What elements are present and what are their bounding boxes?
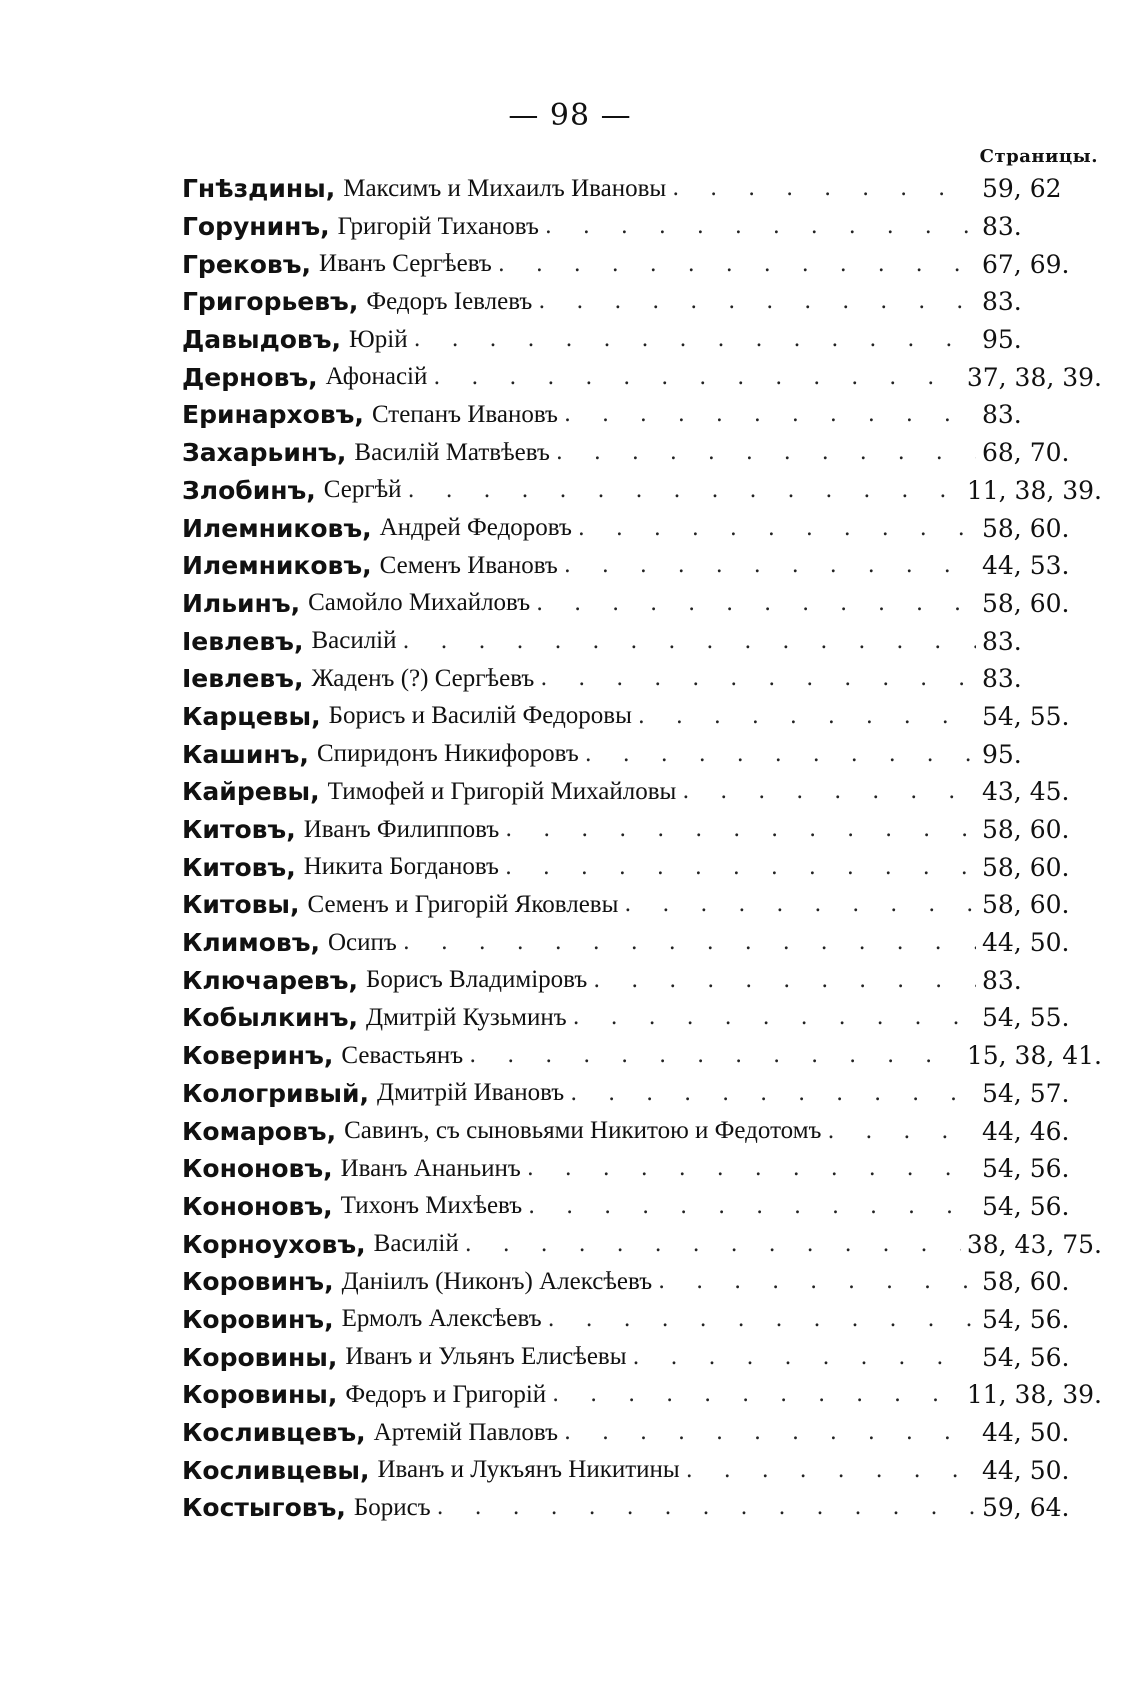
entry-pages: 43, 45. [982,777,1070,807]
entry-surname: Коровины, [182,1380,338,1410]
index-entry [182,1338,1102,1376]
dot-leader [528,1194,976,1219]
index-entry [182,509,1102,547]
entry-given-names: Борисъ Владиміровъ [366,966,588,994]
entry-surname: Китовъ, [182,852,296,882]
entry-given-names: Тимофей и Григорій Михайловы [327,777,677,805]
entry-surname: Ильинъ, [182,588,301,618]
entry-pages: 54, 56. [982,1342,1070,1372]
entry-pages: 37, 38, 39. [966,362,1102,392]
entry-given-names: Борисъ [353,1493,431,1521]
entry-given-names: Жаденъ (?) Сергѣевъ [311,664,535,692]
dot-leader [536,591,976,616]
entry-surname: Кайревы, [182,777,320,807]
dot-leader [498,252,976,277]
entry-pages: 44, 50. [982,1418,1070,1448]
index-entry [182,1489,1102,1527]
entry-given-names: Иванъ и Лукъянъ Никитины [377,1456,680,1484]
entry-pages: 83. [982,212,1022,242]
dot-leader [658,1269,976,1294]
entry-given-names: Дмитрій Кузьминъ [366,1003,567,1031]
index-entry [182,1451,1102,1489]
entry-pages: 83. [982,400,1022,430]
entry-surname: Косливцевы, [182,1455,370,1485]
index-entry [182,585,1102,623]
entry-given-names: Даніилъ (Никонъ) Алексѣевъ [341,1267,653,1295]
entry-surname: Карцевы, [182,701,321,731]
entry-surname: Комаровъ, [182,1116,337,1146]
dot-leader [465,1232,961,1257]
index-entry [182,1075,1102,1113]
dot-leader [564,553,976,578]
entry-surname: Дерновъ, [182,362,318,392]
entry-given-names: Сергѣй [323,476,402,504]
entry-surname: Илемниковъ, [182,513,372,543]
entry-given-names: Иванъ и Ульянъ Елисѣевы [345,1343,627,1371]
index-entry [182,1037,1102,1075]
dot-leader [552,1382,961,1407]
entry-pages: 54, 55. [982,701,1070,731]
dot-leader [638,704,976,729]
entry-given-names: Осипъ [327,928,397,956]
entry-surname: Климовъ, [182,928,320,958]
dot-leader [564,402,976,427]
entry-pages: 44, 50. [982,1455,1070,1485]
entry-pages: 58, 60. [982,815,1070,845]
index-entry [182,358,1102,396]
entry-surname: Китовъ, [182,815,296,845]
dot-leader [573,1005,976,1030]
entry-given-names: Ермолъ Алексѣевъ [341,1305,542,1333]
entry-given-names: Василій [311,627,397,655]
index-entry [182,208,1102,246]
entry-given-names: Василій [373,1230,459,1258]
entry-pages: 44, 46. [982,1116,1070,1146]
dot-leader [469,1043,961,1068]
dot-leader [827,1119,976,1144]
index-entry [182,999,1102,1037]
dot-leader [505,817,976,842]
entry-surname: Григорьевъ, [182,287,359,317]
index-entry [182,1263,1102,1301]
entry-given-names: Борисъ и Василій Федоровы [328,702,632,730]
entry-given-names: Андрей Федоровъ [379,514,572,542]
entry-surname: Косливцевъ, [182,1418,366,1448]
entry-pages: 59, 64. [982,1493,1070,1523]
entry-pages: 44, 53. [982,551,1070,581]
entry-pages: 58, 60. [982,852,1070,882]
entry-pages: 11, 38, 39. [966,1380,1102,1410]
name-index-list [182,170,1102,1527]
index-entry [182,848,1102,886]
index-entry [182,1112,1102,1150]
entry-surname: Ключаревъ, [182,965,359,995]
dot-leader [672,176,976,201]
entry-given-names: Иванъ Ананьинъ [340,1154,521,1182]
entry-surname: Грековъ, [182,249,312,279]
index-entry [182,547,1102,585]
dot-leader [540,666,976,691]
entry-surname: Давыдовъ, [182,325,342,355]
entry-pages: 58, 60. [982,588,1070,618]
entry-surname: Илемниковъ, [182,551,372,581]
entry-given-names: Максимъ и Михаилъ Ивановы [343,174,667,202]
dot-leader [433,365,960,390]
dot-leader [403,629,977,654]
dot-leader [527,1156,976,1181]
entry-surname: Коверинъ, [182,1041,334,1071]
entry-given-names: Федоръ и Григорій [345,1380,547,1408]
entry-given-names: Дмитрій Ивановъ [377,1079,565,1107]
entry-surname: Кашинъ, [182,739,309,769]
dot-leader [570,1081,976,1106]
index-entry [182,1414,1102,1452]
entry-surname: Китовы, [182,890,300,920]
entry-surname: Коровинъ, [182,1304,334,1334]
entry-pages: 54, 56. [982,1191,1070,1221]
dot-leader [564,1420,976,1445]
index-entry [182,434,1102,472]
entry-surname: Злобинъ, [182,475,316,505]
index-entry [182,622,1102,660]
entry-surname: Корноуховъ, [182,1229,366,1259]
entry-given-names: Спиридонъ Никифоровъ [316,740,579,768]
index-entry [182,735,1102,773]
entry-pages: 54, 56. [982,1304,1070,1334]
entry-surname: Іевлевъ, [182,626,304,656]
index-entry [182,1188,1102,1226]
entry-pages: 83. [982,626,1022,656]
entry-surname: Захарьинъ, [182,438,347,468]
entry-pages: 11, 38, 39. [966,475,1102,505]
entry-pages: 83. [982,287,1022,317]
index-entry [182,1225,1102,1263]
entry-given-names: Артемій Павловъ [373,1418,559,1446]
entry-given-names: Самойло Михайловъ [308,589,531,617]
entry-surname: Костыговъ, [182,1493,346,1523]
entry-pages: 58, 60. [982,890,1070,920]
pages-column-header: Страницы. [979,146,1098,167]
index-entry [182,283,1102,321]
dot-leader [545,214,976,239]
index-entry [182,961,1102,999]
entry-given-names: Семенъ Ивановъ [379,551,558,579]
entry-pages: 54, 55. [982,1003,1070,1033]
index-entry [182,886,1102,924]
entry-pages: 83. [982,664,1022,694]
dot-leader [686,1458,976,1483]
dot-leader [414,327,976,352]
entry-pages: 68, 70. [982,438,1070,468]
dot-leader [624,892,976,917]
entry-given-names: Севастьянъ [341,1041,464,1069]
dot-leader [505,855,976,880]
dot-leader [408,478,961,503]
dot-leader [548,1307,976,1332]
entry-surname: Гнѣздины, [182,174,336,204]
entry-surname: Коровинъ, [182,1267,334,1297]
dot-leader [633,1345,976,1370]
entry-pages: 54, 57. [982,1078,1070,1108]
entry-pages: 54, 56. [982,1154,1070,1184]
index-entry [182,660,1102,698]
dot-leader [538,289,976,314]
entry-pages: 38, 43, 75. [966,1229,1102,1259]
index-entry [182,245,1102,283]
entry-given-names: Семенъ и Григорій Яковлевы [307,890,619,918]
index-entry [182,472,1102,510]
index-entry [182,396,1102,434]
entry-given-names: Федоръ Іевлевъ [366,287,533,315]
entry-pages: 58, 60. [982,513,1070,543]
entry-surname: Кологривый, [182,1078,370,1108]
entry-pages: 67, 69. [982,249,1070,279]
entry-surname: Іевлевъ, [182,664,304,694]
dot-leader [593,968,976,993]
dot-leader [437,1495,976,1520]
entry-pages: 95. [982,739,1022,769]
entry-pages: 95. [982,325,1022,355]
entry-surname: Горунинъ, [182,212,330,242]
index-entry [182,773,1102,811]
dot-leader [556,440,976,465]
index-entry [182,811,1102,849]
entry-surname: Кобылкинъ, [182,1003,359,1033]
entry-given-names: Иванъ Филипповъ [303,815,500,843]
entry-surname: Еринарховъ, [182,400,364,430]
entry-given-names: Иванъ Сергѣевъ [319,250,492,278]
entry-given-names: Степанъ Ивановъ [371,400,558,428]
index-entry [182,170,1102,208]
entry-given-names: Никита Богдановъ [303,853,499,881]
index-entry [182,924,1102,962]
dot-leader [585,742,976,767]
entry-pages: 59, 62 [982,174,1062,204]
index-entry [182,1150,1102,1188]
entry-given-names: Василій Матвѣевъ [354,438,550,466]
dot-leader [403,930,976,955]
index-entry [182,698,1102,736]
index-entry [182,1376,1102,1414]
index-entry [182,321,1102,359]
entry-given-names: Тихонъ Михѣевъ [340,1192,523,1220]
dot-leader [578,516,976,541]
entry-given-names: Савинъ, съ сыновьями Никитою и Федотомъ [344,1117,822,1145]
entry-pages: 44, 50. [982,928,1070,958]
entry-given-names: Афонасій [325,363,428,391]
dot-leader [682,779,976,804]
entry-surname: Кононовъ, [182,1191,333,1221]
entry-given-names: Юрій [349,325,408,353]
index-entry [182,1301,1102,1339]
entry-pages: 83. [982,965,1022,995]
page-number: — 98 — [508,98,632,133]
entry-given-names: Григорій Тихановъ [337,212,539,240]
entry-pages: 15, 38, 41. [966,1041,1102,1071]
entry-surname: Кононовъ, [182,1154,333,1184]
entry-pages: 58, 60. [982,1267,1070,1297]
entry-surname: Коровины, [182,1342,338,1372]
